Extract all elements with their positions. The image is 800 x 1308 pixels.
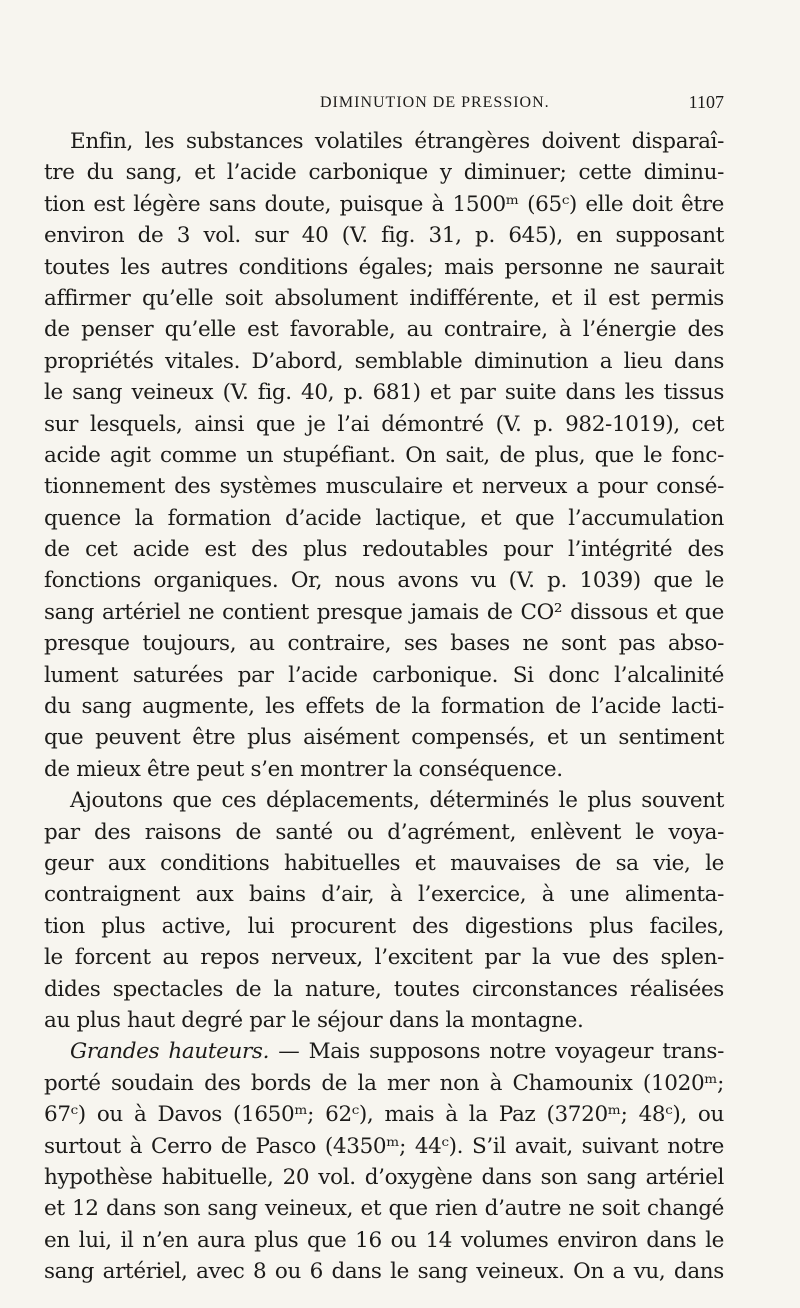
text-line: propriétés vitales. D’abord, semblable diminution a lieu dans — [44, 348, 724, 374]
text-line: de mieux être peut s’en montrer la conséquence. — [44, 756, 563, 782]
text-line: et 12 dans son sang veineux, et que rien d’autre ne soit changé — [44, 1196, 724, 1222]
text-line: surtout à Cerro de Pasco (4350ᵐ; 44ᶜ). S’il avait, suivant notre — [44, 1133, 724, 1159]
text-line: le forcent au repos nerveux, l’excitent par la vue des splen- — [44, 945, 724, 971]
text-line: le sang veineux (V. fig. 40, p. 681) et par suite dans les tissus — [44, 380, 724, 406]
text-line: quence la formation d’acide lactique, et que l’accumulation — [44, 505, 724, 531]
text-line — [44, 1036, 724, 1067]
text-line: Ajoutons que ces déplacements, déterminés le plus souvent — [70, 788, 724, 814]
running-title: DIMINUTION DE PRESSION. — [320, 94, 550, 111]
text-line: 67ᶜ) ou à Davos (1650ᵐ; 62ᶜ), mais à la Paz (3720ᵐ; 48ᶜ), ou — [44, 1102, 724, 1128]
text-line: au plus haut degré par le séjour dans la montagne. — [44, 1007, 584, 1033]
text-line: sang artériel ne contient presque jamais de CO² dissous et que — [44, 599, 724, 625]
section-heading-italic: Grandes hauteurs. — [70, 1039, 270, 1065]
text-line: lument saturées par l’acide carbonique. Si donc l’alcalinité — [44, 662, 724, 688]
text-line: acide agit comme un stupéfiant. On sait, de plus, que le fonc- — [44, 442, 724, 468]
text-line: presque toujours, au contraire, ses bases ne sont pas abso- — [44, 631, 724, 657]
text-line: toutes les autres conditions égales; mais personne ne saurait — [44, 254, 724, 280]
text-line: par des raisons de santé ou d’agrément, enlèvent le voya- — [44, 819, 724, 845]
text-line: Enfin, les substances volatiles étrangères doivent disparaî- — [70, 129, 724, 154]
text-line: tre du sang, et l’acide carbonique y diminuer; cette diminu- — [44, 160, 724, 186]
text-line: fonctions organiques. Or, nous avons vu (V. p. 1039) que le — [44, 568, 724, 594]
text-line: contraignent aux bains d’air, à l’exercice, à une alimenta- — [44, 882, 724, 908]
text-line: tion plus active, lui procurent des digestions plus faciles, — [44, 913, 724, 939]
text-line-rest: — Mais supposons notre voyageur trans- — [269, 1039, 724, 1065]
text-line: dides spectacles de la nature, toutes circonstances réalisées — [44, 976, 724, 1002]
text-line: sur lesquels, ainsi que je l’ai démontré (V. p. 982-1019), cet — [44, 411, 724, 437]
text-line: affirmer qu’elle soit absolument indifférente, et il est permis — [44, 285, 724, 311]
text-line: de cet acide est des plus redoutables pour l’intégrité des — [44, 537, 724, 563]
body-text — [44, 126, 724, 1287]
text-line: environ de 3 vol. sur 40 (V. fig. 31, p. 645), en supposant — [44, 223, 724, 249]
text-line: sang artériel, avec 8 ou 6 dans le sang veineux. On a vu, dans — [44, 1259, 724, 1285]
text-line: geur aux conditions habituelles et mauvaises de sa vie, le — [44, 850, 724, 876]
text-line: en lui, il n’en aura plus que 16 ou 14 volumes environ dans le — [44, 1227, 724, 1253]
text-line: hypothèse habituelle, 20 vol. d’oxygène dans son sang artériel — [44, 1164, 724, 1190]
text-line: tionnement des systèmes musculaire et nerveux a pour consé- — [44, 474, 724, 500]
text-line: du sang augmente, les effets de la formation de l’acide lacti- — [44, 694, 724, 720]
text-line: de penser qu’elle est favorable, au contraire, à l’énergie des — [44, 317, 724, 343]
page-number: 1107 — [688, 92, 724, 112]
text-line: que peuvent être plus aisément compensés, et un sentiment — [44, 725, 724, 751]
text-line: tion est légère sans doute, puisque à 1500ᵐ (65ᶜ) elle doit être — [44, 191, 724, 217]
text-line: porté soudain des bords de la mer non à Chamounix (1020ᵐ; — [44, 1070, 724, 1096]
page-header — [48, 94, 728, 118]
